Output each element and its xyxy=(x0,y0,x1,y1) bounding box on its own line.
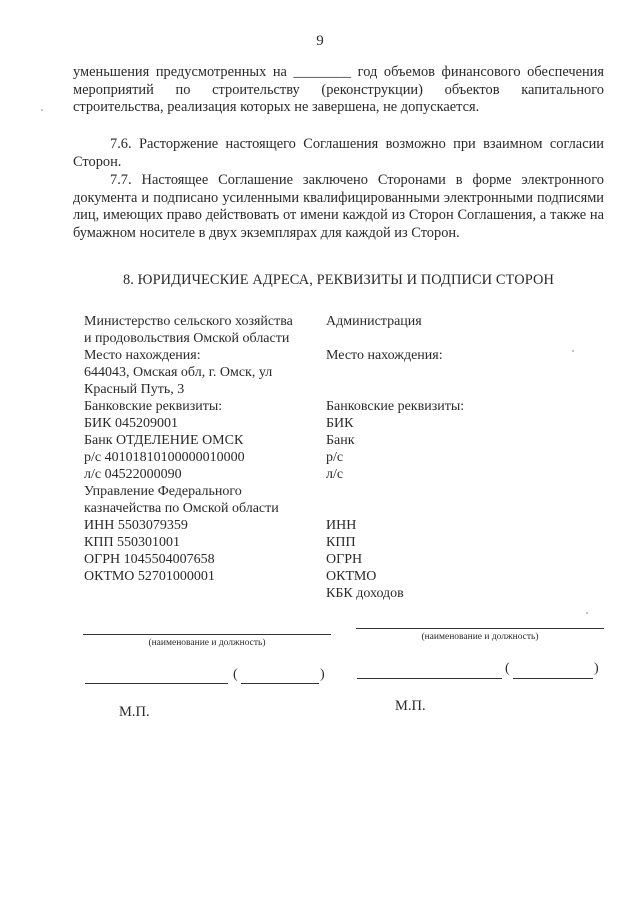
left-treasury-line-1: Управление Федерального xyxy=(84,484,242,499)
right-location-label: Место нахождения: xyxy=(326,348,443,363)
right-ogrn: ОГРН xyxy=(326,552,363,567)
left-location-label: Место нахождения: xyxy=(84,348,201,363)
right-position-caption: (наименование и должность) xyxy=(421,632,539,642)
paragraph-7-6: 7.6. Расторжение настоящего Соглашения возможно при взаимном согласии Сторон. xyxy=(73,136,604,170)
right-name-line xyxy=(513,678,593,679)
left-name-line xyxy=(241,683,319,684)
section-8-title: 8. ЮРИДИЧЕСКИЕ АДРЕСА, РЕКВИЗИТЫ И ПОДПИСИ СТОРОН xyxy=(122,272,554,288)
left-ogrn: ОГРН 1045504007658 xyxy=(84,552,215,567)
left-position-signature-line xyxy=(83,634,331,635)
left-position-caption: (наименование и должность) xyxy=(148,638,266,648)
left-party-name-line-1: Министерство сельского хозяйства xyxy=(84,314,293,329)
right-kbk: КБК доходов xyxy=(326,586,404,601)
right-bank: Банк xyxy=(326,433,355,448)
left-treasury-line-2: казначейства по Омской области xyxy=(84,501,279,516)
right-signature-line xyxy=(357,678,502,679)
right-party-name: Администрация xyxy=(326,314,422,329)
right-kpp: КПП xyxy=(326,535,356,550)
page-number: 9 xyxy=(316,33,324,49)
left-name-paren-open: ( xyxy=(233,667,238,682)
scan-speck xyxy=(41,109,43,111)
left-stamp-place: М.П. xyxy=(119,704,150,720)
right-party-details xyxy=(326,313,606,602)
left-kpp: КПП 550301001 xyxy=(84,535,181,550)
left-party-details xyxy=(84,313,324,585)
right-position-signature-line xyxy=(356,628,604,629)
scan-speck xyxy=(586,612,588,614)
left-inn: ИНН 5503079359 xyxy=(84,518,188,533)
right-name-paren-close: ) xyxy=(594,661,599,676)
right-account-ls: л/с xyxy=(326,467,344,482)
paragraph-7-5-continuation: уменьшения предусмотренных на ________ год объемов финансового обеспечения мероприятий по строительству (реконструкции) объектов капитального строительства, реализация которых не завершена, не допускается. xyxy=(73,64,604,115)
left-bank: Банк ОТДЕЛЕНИЕ ОМСК xyxy=(84,433,244,448)
left-bank-details-label: Банковские реквизиты: xyxy=(84,399,223,414)
left-address-line-2: Красный Путь, 3 xyxy=(84,382,185,397)
right-bik: БИК xyxy=(326,416,354,431)
right-account-rs: р/с xyxy=(326,450,344,465)
right-stamp-place: М.П. xyxy=(395,698,426,714)
left-party-name-line-2: и продовольствия Омской области xyxy=(84,331,290,346)
right-inn: ИНН xyxy=(326,518,357,533)
left-address-line-1: 644043, Омская обл, г. Омск, ул xyxy=(84,365,273,380)
left-account-ls: л/с 04522000090 xyxy=(84,467,182,482)
right-name-paren-open: ( xyxy=(505,661,510,676)
left-name-paren-close: ) xyxy=(320,667,325,682)
right-oktmo: ОКТМО xyxy=(326,569,377,584)
scan-speck xyxy=(572,350,574,352)
left-signature-line xyxy=(85,683,228,684)
paragraph-7-7: 7.7. Настоящее Соглашение заключено Сторонами в форме электронного документа и подписано усиленными квалифицированными электронными подписями лиц, имеющих право действовать от имени каждой из Сторон Соглашения, а также на бумажном носителе в двух экземплярах для каждой из Сторон. xyxy=(73,172,604,241)
left-bik: БИК 045209001 xyxy=(84,416,178,431)
right-bank-details-label: Банковские реквизиты: xyxy=(326,399,465,414)
left-account-rs: р/с 40101810100000010000 xyxy=(84,450,245,465)
left-oktmo: ОКТМО 52701000001 xyxy=(84,569,215,584)
